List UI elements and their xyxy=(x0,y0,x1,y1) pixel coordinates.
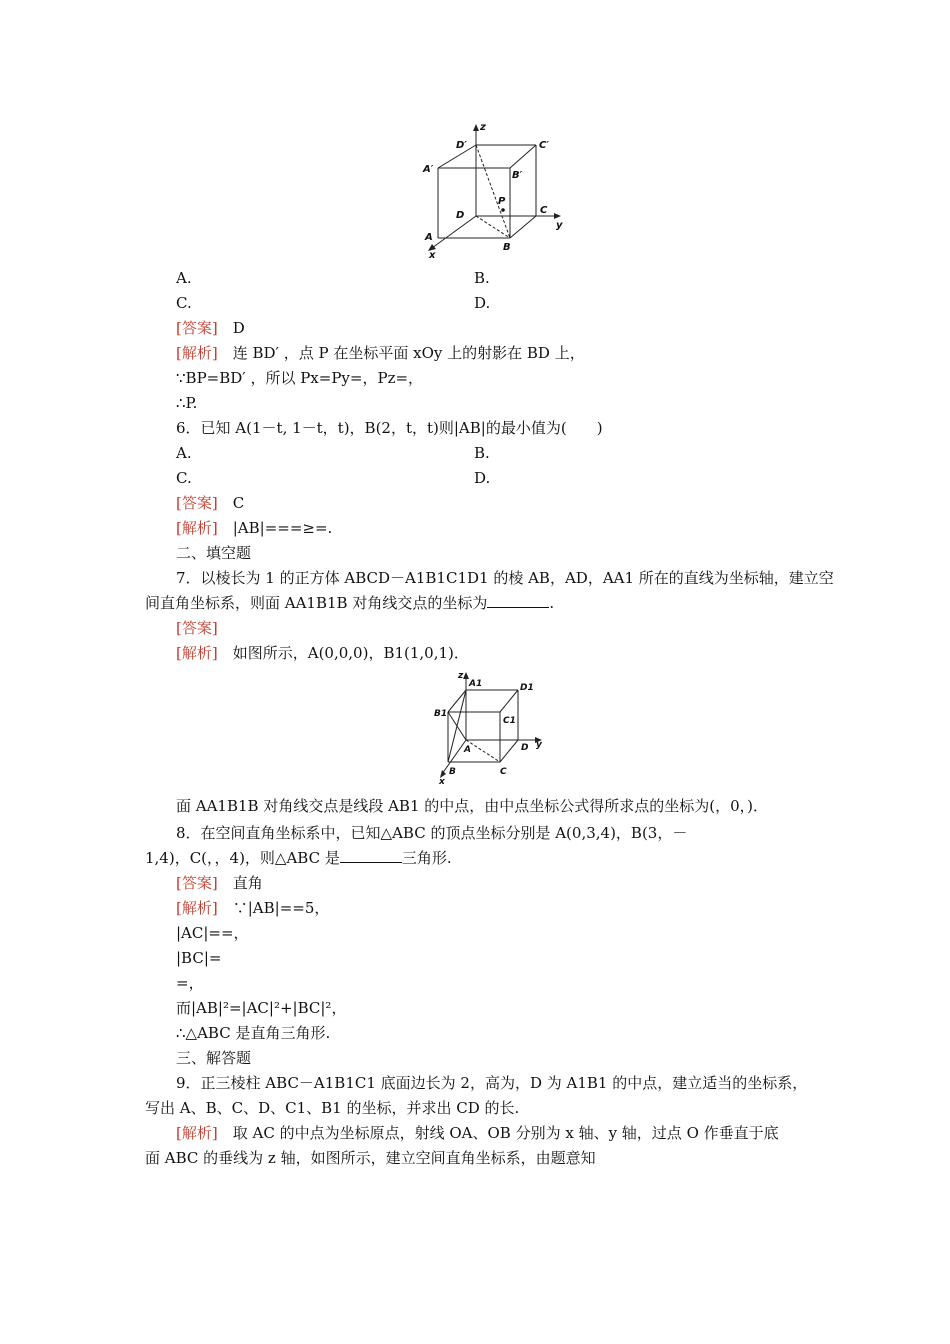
q5-analysis-2: ∵BP=BD′ ，所以 Px=Py=，Pz=， xyxy=(176,369,424,387)
label2-b: B xyxy=(449,767,456,777)
q9-stem-2: 写出 A、B、C、D、C1、B1 的坐标，并求出 CD 的长. xyxy=(145,1099,520,1117)
q8-stem-1: 8．在空间直角坐标系中，已知△ABC 的顶点坐标分别是 A(0,3,4)，B(3，－ xyxy=(176,824,688,842)
q6-answer-row xyxy=(176,493,244,513)
q5-analysis-1: 连 BD′ ，点 P 在坐标平面 xOy 上的射影在 BD 上， xyxy=(232,344,585,362)
q8-analysis-row xyxy=(176,898,329,918)
label-a: A xyxy=(425,232,433,243)
label-c: C xyxy=(540,205,548,216)
q8-blank xyxy=(340,848,402,863)
q6-option-b: B. xyxy=(474,444,490,462)
q8-answer-row xyxy=(176,873,263,893)
q7-analysis: 如图所示，A(0,0,0)，B1(1,0,1)． xyxy=(232,644,469,662)
q8-answer: 直角 xyxy=(232,874,263,892)
analysis-tag: [解析] xyxy=(176,344,218,362)
q7-answer-row xyxy=(176,618,218,638)
y-axis-arrow xyxy=(554,213,561,219)
label2-c: C xyxy=(500,767,507,777)
label2-c1: C1 xyxy=(503,716,516,726)
label2-d: D xyxy=(521,743,529,753)
q7-stem-2-end: . xyxy=(549,594,555,612)
label2-x: x xyxy=(439,777,445,786)
cube-figure-2 xyxy=(432,668,552,786)
label-x: x xyxy=(429,250,436,260)
q5-analysis-row xyxy=(176,343,585,363)
q7-blank xyxy=(487,593,549,608)
q8-analysis-2: |AC|==， xyxy=(176,924,249,942)
q8-analysis-3: |BC|= xyxy=(176,949,222,967)
label-ap: A′ xyxy=(423,164,434,175)
q5-analysis-3: ∴P. xyxy=(176,394,198,412)
q5-option-b: B. xyxy=(474,269,490,287)
point-p-dot xyxy=(501,208,505,212)
answer-tag: [答案] xyxy=(176,874,218,892)
q8-analysis-1: ∵|AB|==5， xyxy=(232,899,330,917)
q8-stem-2: 1,4)，C(，，4)，则△ABC 是 xyxy=(145,849,340,867)
q9-analysis-2: 面 ABC 的垂线为 z 轴，如图所示，建立空间直角坐标系，由题意知 xyxy=(145,1149,596,1167)
label-cp: C′ xyxy=(539,140,549,151)
cube-figure-2-svg xyxy=(432,668,552,786)
label-b: B xyxy=(503,242,511,253)
label-z: z xyxy=(480,122,486,133)
q7-stem-1: 7．以棱长为 1 的正方体 ABCD－A1B1C1D1 的棱 AB，AD，AA1 所在的直线为坐标轴，建立空 xyxy=(176,569,834,587)
answer-tag: [答案] xyxy=(176,619,218,637)
label2-a1: A1 xyxy=(469,679,483,689)
q6-analysis-row xyxy=(176,518,332,538)
q8-analysis-5: 而|AB|²=|AC|²+|BC|²， xyxy=(176,999,347,1017)
label-dp: D′ xyxy=(456,140,467,151)
q5-option-c: C. xyxy=(176,294,192,312)
label2-d1: D1 xyxy=(520,683,534,693)
q9-analysis-row xyxy=(176,1123,779,1143)
q6-option-a: A. xyxy=(176,444,192,462)
q8-stem-2-row xyxy=(145,848,452,868)
label-p: P xyxy=(498,196,506,207)
q9-stem-1: 9．正三棱柱 ABC－A1B1C1 底面边长为 2，高为，D 为 A1B1 的中点，建立适当的坐标系， xyxy=(176,1074,808,1092)
q6-analysis: |AB|===≥=. xyxy=(232,519,333,537)
q6-option-d: D. xyxy=(474,469,491,487)
q7-stem-2: 间直角坐标系，则面 AA1B1B 对角线交点的坐标为 xyxy=(145,594,488,612)
label-d: D xyxy=(456,210,465,221)
analysis-tag: [解析] xyxy=(176,1124,218,1142)
analysis-tag: [解析] xyxy=(176,644,218,662)
x-axis xyxy=(432,216,476,248)
label-y: y xyxy=(556,220,563,231)
analysis-tag: [解析] xyxy=(176,899,218,917)
cube-figure-1-svg xyxy=(418,118,568,260)
cube-figure-1 xyxy=(418,118,568,260)
section-solve: 三、解答题 xyxy=(176,1049,252,1067)
q6-option-c: C. xyxy=(176,469,192,487)
q6-answer: C xyxy=(232,494,245,512)
q8-stem-2-end: 三角形. xyxy=(401,849,452,867)
answer-tag: [答案] xyxy=(176,494,218,512)
q5-option-d: D. xyxy=(474,294,491,312)
answer-tag: [答案] xyxy=(176,319,218,337)
q5-answer: D xyxy=(232,319,245,337)
label2-a: A xyxy=(464,745,471,755)
label2-z: z xyxy=(458,671,464,681)
analysis-tag: [解析] xyxy=(176,519,218,537)
z-axis-arrow xyxy=(473,124,479,131)
label-bp: B′ xyxy=(512,170,523,181)
q7-conclusion: 面 AA1B1B 对角线交点是线段 AB1 的中点，由中点坐标公式得所求点的坐标为(，0，)． xyxy=(176,797,769,815)
label2-y: y xyxy=(536,740,542,750)
q7-analysis-row xyxy=(176,643,469,663)
q8-analysis-6: ∴△ABC 是直角三角形. xyxy=(176,1024,331,1042)
q7-stem-2-row xyxy=(145,593,554,613)
q8-analysis-4: =， xyxy=(176,974,204,992)
label2-b1: B1 xyxy=(434,709,448,719)
q5-option-a: A. xyxy=(176,269,192,287)
q9-analysis-1: 取 AC 的中点为坐标原点，射线 OA、OB 分别为 x 轴、y 轴，过点 O 作垂直于底 xyxy=(232,1124,779,1142)
q6-stem: 6．已知 A(1－t, 1－t，t)，B(2，t，t)则|AB|的最小值为( ) xyxy=(176,419,603,437)
section-fill-in: 二、填空题 xyxy=(176,544,252,562)
q5-answer-row xyxy=(176,318,245,338)
